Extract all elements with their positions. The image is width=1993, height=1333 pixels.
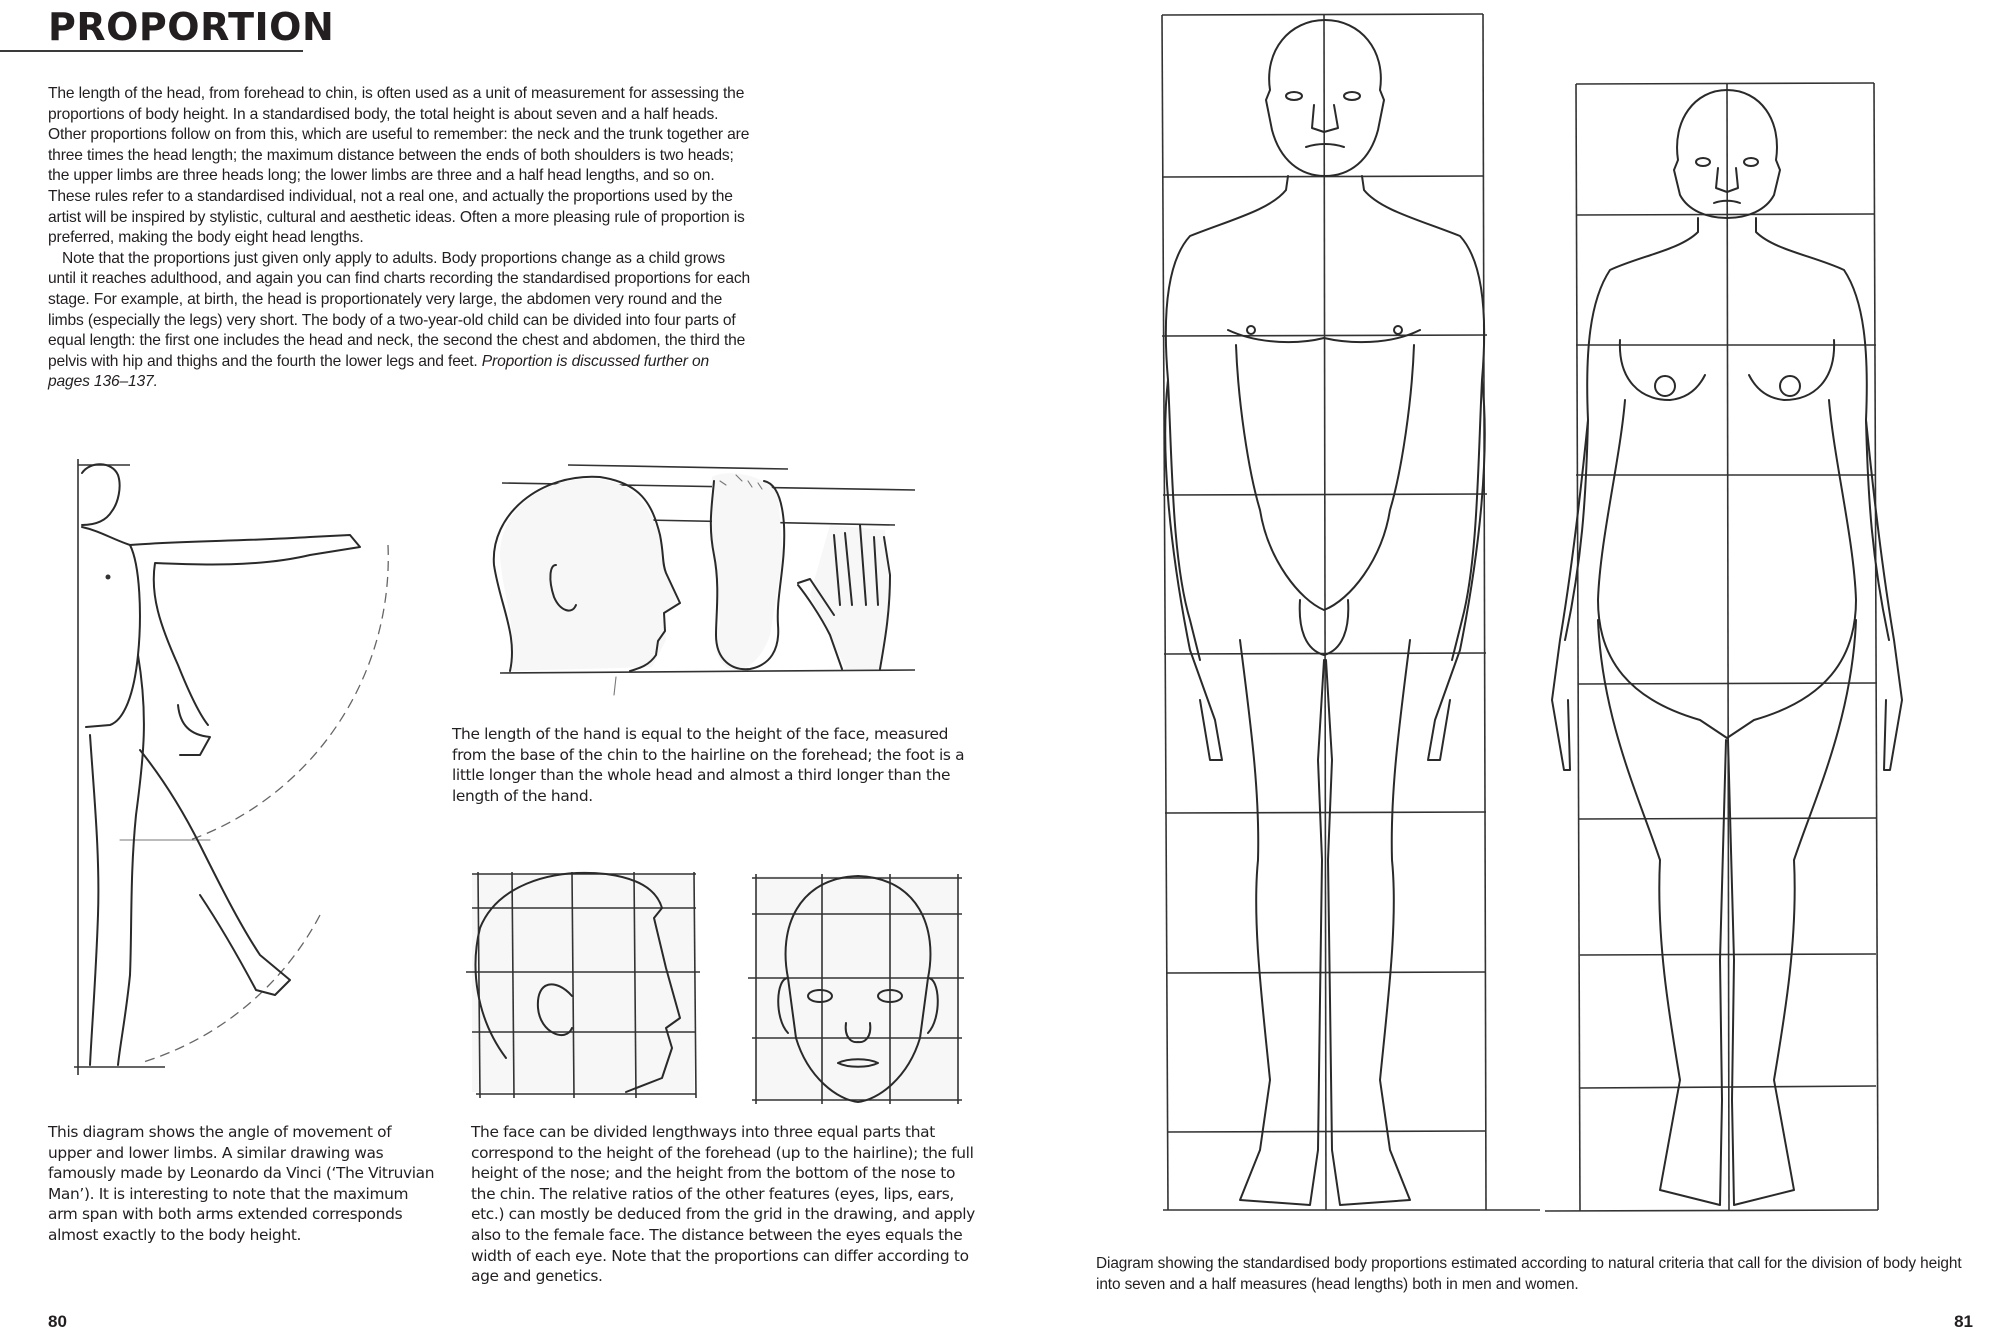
head-foot-hand-comparison-illustration [480, 455, 940, 705]
cross-reference: Proportion is discussed further on pages 136–137. [48, 352, 709, 391]
intro-paragraph-2 [48, 249, 753, 393]
title-underline [0, 50, 303, 52]
page-number-left: 80 [48, 1312, 67, 1331]
male-proportion-grid-figure [1150, 0, 1510, 1225]
caption-hand-foot: The length of the hand is equal to the height of the face, measured from the base of the chin to the hairline on the forehead; the foot is a little longer than the whole head and almost a third longer than the length of the hand. [452, 725, 965, 805]
intro-paragraph-1: The length of the head, from forehead to chin, is often used as a unit of measurement for assessing the proportions of body height. In a standardised body, the total height is about seven and a half heads. Other proportions follow on from this, which are useful to remember: the neck and the trunk together are three times the head length; the maximum distance between the ends of both shoulders is two heads; the upper limbs are three heads long; the lower limbs are three and a half head lengths, and so on. These rules refer to a standardised individual, not a real one, and actually the proportions used by the artist will be inspired by stylistic, cultural and aesthetic ideas. Often a more pleasing rule of proportion is preferred, making the body eight head lengths. [48, 85, 750, 247]
head-front-grid-illustration [748, 868, 968, 1104]
caption-body-proportions: Diagram showing the standardised body proportions estimated according to natural criteria that call for the division of body height into seven and a half measures (head lengths) both in men and women. [1096, 1255, 1962, 1293]
vitruvian-limb-movement-illustration [60, 455, 400, 1080]
page-title: PROPORTION [48, 5, 335, 49]
caption-vitruvian: This diagram shows the angle of movement of upper and lower limbs. A similar drawing was famously made by Leonardo da Vinci (‘The Vitruvian Man’). It is interesting to note that the maximum arm span with both arms extended corresponds almost exactly to the body height. [48, 1123, 435, 1244]
page-number-right: 81 [1954, 1312, 1973, 1331]
intro-text [48, 84, 753, 393]
caption-face-grid: The face can be divided lengthways into three equal parts that correspond to the height of the forehead (up to the hairline); the full height of the nose; and the height from the bottom of the nose to the chin. The relative ratios of the other features (eyes, lips, ears, etc.) can mostly be deduced from the grid in the drawing, and apply also to the female face. The distance between the eyes equals the width of each eye. Note that the proportions can differ according to age and genetics. [471, 1123, 975, 1286]
female-proportion-grid-figure [1540, 70, 1960, 1220]
intro-paragraph-2-text: Note that the proportions just given only apply to adults. Body proportions change as a child grows until it reaches adulthood, and again you can find charts recording the standardised proportions for each stage. For example, at birth, the head is proportionately very large, the abdomen very round and the limbs (especially the legs) very short. The body of a two-year-old child can be divided into four parts of equal length: the first one includes the head and neck, the second the chest and abdomen, the third the pelvis with hip and thighs and the fourth the lower legs and feet. [48, 249, 751, 370]
head-profile-grid-illustration [466, 868, 702, 1098]
